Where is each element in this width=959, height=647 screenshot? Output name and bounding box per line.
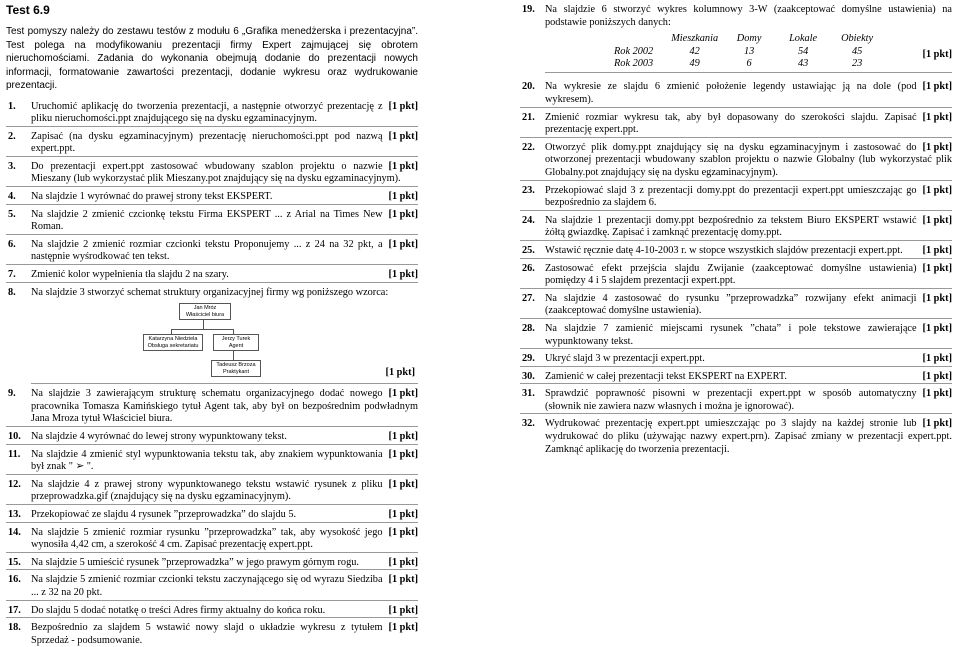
task-15: 15. [1 pkt] Na slajdzie 5 umieścić rysunek ”przeprowadzka” w jego prawym górnym rogu. <box>6 557 418 571</box>
task-text: Zapisać (na dysku egzaminacyjnym) prezentację nieruchomości.ppt pod nazwą expert.ppt. <box>31 130 383 155</box>
task-text: Na slajdzie 1 wyrównać do prawej strony tekst EKSPERT. <box>31 191 273 203</box>
task-21: 21. [1 pkt] Zmienić rozmiar wykresu tak, aby był dopasowany do szerokości slajdu. Zapisać prezentację expert.ppt. <box>520 112 952 138</box>
table-row: Rok 2003 49 6 43 23 <box>614 58 863 69</box>
task-3: 3. [1 pkt] Do prezentacji expert.ppt zastosować wbudowany szablon projektu o nazwie Mieszany (lub wykorzystać plik Mieszany.pot znajdujący się na dysku egzaminacyjnym). <box>6 161 418 187</box>
task-text: Na slajdzie 4 zastosować do rysunku ”przeprowadzka” rozwijany efekt animacji (zaakceptować domyślne ustawienia). <box>545 292 917 317</box>
task-text: Przekopiować slajd 3 z prezentacji domy.ppt do prezentacji expert.ppt umieszczając go bezpośrednio za slajdem 6. <box>545 184 917 209</box>
task-text: Na slajdzie 5 zmienić rozmiar rysunku ”przeprowadzka” tak, aby wysokość jego wynosiła 4,42 cm, a szerokość 4 cm. Zapisać prezentację expert.ppt. <box>31 526 383 551</box>
task-23: 23. [1 pkt] Przekopiować slajd 3 z prezentacji domy.ppt do prezentacji expert.ppt umieszczając go bezpośrednio za slajdem 6. <box>520 185 952 211</box>
task-text: Na slajdzie 4 z prawej strony wypunktowanego tekstu wstawić rysunek z pliku przeprowadzka.gif (znajdujący się na dysku egzaminacyjnym). <box>31 478 383 503</box>
task-text: Do slajdu 5 dodać notatkę o treści Adres firmy aktualny do końca roku. <box>31 604 326 616</box>
task-29: 29. [1 pkt] Ukryć slajd 3 w prezentacji expert.ppt. <box>520 353 952 367</box>
task-4: 4. [1 pkt] Na slajdzie 1 wyrównać do prawej strony tekst EKSPERT. <box>6 191 418 205</box>
task-text: Zamienić w całej prezentacji tekst EKSPERT na EXPERT. <box>545 370 788 382</box>
task-text: Na slajdzie 3 zawierającym strukturę schematu organizacyjnego dodać nowego pracownika Tomasza Kamińskiego tytuł Agent tak, aby był on bezpośrednim podwładnym Jana Mroza tytuł Właściciel biura. <box>31 388 418 425</box>
task-17: 17. [1 pkt] Do slajdu 5 dodać notatkę o treści Adres firmy aktualny do końca roku. <box>6 605 418 619</box>
org-box-agent: Jerzy Turek Agent <box>213 334 259 351</box>
data-table <box>608 33 884 70</box>
task-text: Na slajdzie 5 umieścić rysunek ”przeprowadzka” w jego prawym górnym rogu. <box>31 556 359 568</box>
task-18: 18. [1 pkt] Bezpośrednio za slajdem 5 wstawić nowy slajd o układzie wykresu z tytułem Sprzedaż - podsumowanie. <box>8 622 418 646</box>
task-6: 6. [1 pkt] Na slajdzie 2 zmienić rozmiar czcionki tekstu Proponujemy ... z 24 na 32 pkt, a następnie wyśrodkować ten tekst. <box>6 239 418 265</box>
task-text: Na slajdzie 1 prezentacji domy.ppt bezpośrednio za tekstem Biuro EKSPERT wstawić żółtą gwiazdkę. Zapisać i zamknąć prezentację domy.ppt. <box>545 214 917 239</box>
task-32: 32. [1 pkt] Wydrukować prezentację expert.ppt umieszczając po 3 slajdy na każdej stronie lub wydrukować do pliku (używając nazwy expert.prn). Zapisać zmiany w prezentacji expert.ppt. Zamknąć aplikację do tworzenia prezentacji. <box>522 418 952 455</box>
org-box-owner: Jan Mróz Właściciel biura <box>179 303 231 320</box>
task-10: 10. [1 pkt] Na slajdzie 4 wyrównać do lewej strony wypunktowany tekst. <box>6 431 418 445</box>
task-text: Ukryć slajd 3 w prezentacji expert.ppt. <box>545 353 705 365</box>
task-22: 22. [1 pkt] Otworzyć plik domy.ppt znajdujący się na dysku egzaminacyjnym i zastosować do otworzonej prezentacji wbudowany szablon projektu o nazwie Globalny (lub wykorzystać plik Globalny.pot znajdujący się na dysku egzaminacyjnym). <box>520 142 952 181</box>
task-26: 26. [1 pkt] Zastosować efekt przejścia slajdu Zwijanie (zaakceptować domyślne ustawienia) pomiędzy 4 i 5 slajdem prezentacji expert.ppt. <box>520 263 952 289</box>
task-text: Na slajdzie 3 stworzyć schemat struktury organizacyjnej firmy wg poniższego wzorca: <box>31 286 389 298</box>
task-text: Zmienić rozmiar wykresu tak, aby był dopasowany do szerokości slajdu. Zapisać prezentację expert.ppt. <box>545 111 917 136</box>
task-text: Wydrukować prezentację expert.ppt umieszczając po 3 slajdy na każdej stronie lub wydrukować do pliku (używając nazwy expert.prn). Zapisać zmiany w prezentacji expert.ppt. Zamknąć aplikację do tworzenia prezentacji. <box>545 418 952 455</box>
task-28: 28. [1 pkt] Na slajdzie 7 zamienić miejscami rysunek ”chata” i pole tekstowe zawierające wypunktowany tekst. <box>520 323 952 349</box>
task-text: Otworzyć plik domy.ppt znajdujący się na dysku egzaminacyjnym i zastosować do otworzonej prezentacji wbudowany szablon projektu o nazwie Globalny (lub wykorzystać plik Globalny.pot znajdujący się na dysku egzaminacyjnym). <box>545 141 952 178</box>
task-text: Zastosować efekt przejścia slajdu Zwijanie (zaakceptować domyślne ustawienia) pomiędzy 4 i 5 slajdem prezentacji expert.ppt. <box>545 262 917 287</box>
task-text: Na slajdzie 4 zmienić styl wypunktowania tekstu tak, aby znakiem wypunktowania był znak " ➢ ". <box>31 448 383 473</box>
task-2: 2. [1 pkt] Zapisać (na dysku egzaminacyjnym) prezentację nieruchomości.ppt pod nazwą expert.ppt. <box>6 131 418 157</box>
task-20: 20. [1 pkt] Na wykresie ze slajdu 6 zmienić położenie legendy ustawiając ją na dole (pod wykresem). <box>520 81 952 107</box>
intro-paragraph: Test pomyszy należy do zestawu testów z modułu 6 „Grafika menedżerska i prezentacyjna”. Test polega na modyfikowaniu prezentacji firmy Expert zajmującej się obrotem nieruchomościami. Zadania do wykonania obejmują dodanie do prezentacji nowych informacji, formatowanie zawartości prezentacji, dodanie wykresu oraz wydrukowanie prezentacji. <box>6 26 418 91</box>
task-text: Do prezentacji expert.ppt zastosować wbudowany szablon projektu o nazwie Mieszany (lub wykorzystać plik Mieszany.pot znajdujący się na dysku egzaminacyjnym). <box>31 160 401 185</box>
table-header: Domy <box>736 33 762 45</box>
task-8: 8. Na slajdzie 3 stworzyć schemat struktury organizacyjnej firmy wg poniższego wzorca: <box>8 286 389 298</box>
table-row: Rok 2002 42 13 54 45 <box>614 45 863 57</box>
task-text: Na slajdzie 2 zmienić rozmiar czcionki tekstu Proponujemy ... z 24 na 32 pkt, a następnie wyśrodkować ten tekst. <box>31 238 383 263</box>
task-1: 1. [1 pkt] Uruchomić aplikację do tworzenia prezentacji, a następnie otworzyć prezentację z pliku nieruchomości.ppt znajdującego się na dysku egzaminacyjnym. <box>6 101 418 127</box>
left-column <box>6 0 418 647</box>
task-text: Na slajdzie 4 wyrównać do lewej strony wypunktowany tekst. <box>31 431 287 442</box>
task-text: Sprawdzić poprawność pisowni w prezentacji expert.ppt w sposób automatyczny (słownik nie zawiera nazw własnych i można je ignorować). <box>545 388 917 412</box>
task-text: Zmienić kolor wypełnienia tła slajdu 2 na szary. <box>31 269 229 281</box>
table-header: Mieszkania <box>671 33 719 45</box>
task-16: 16. [1 pkt] Na slajdzie 5 zmienić rozmiar czcionki tekstu zaczynającego się od wyrazu Siedziba ... z 32 na 20 pkt. <box>6 574 418 600</box>
data-table-wrap: Mieszkania Domy Lokale Obiekty Rok 2002 42 13 54 45 Rok 2003 49 6 43 23 [1 pkt] <box>520 33 952 70</box>
task-text: Na slajdzie 5 zmienić rozmiar czcionki tekstu zaczynającego się od wyrazu Siedziba ... z 32 na 20 pkt. <box>31 574 383 598</box>
task-7: 7. [1 pkt] Zmienić kolor wypełnienia tła slajdu 2 na szary. <box>6 269 418 283</box>
task-24: 24. [1 pkt] Na slajdzie 1 prezentacji domy.ppt bezpośrednio za tekstem Biuro EKSPERT wstawić żółtą gwiazdkę. Zapisać i zamknąć prezentację domy.ppt. <box>520 215 952 241</box>
task-30: 30. [1 pkt] Zamienić w całej prezentacji tekst EKSPERT na EXPERT. <box>520 371 952 385</box>
task-text: Na slajdzie 7 zamienić miejscami rysunek ”chata” i pole tekstowe zawierające wypunktowany tekst. <box>545 322 917 347</box>
right-column <box>520 0 952 456</box>
task-13: 13. [1 pkt] Przekopiować ze slajdu 4 rysunek ”przeprowadzka” do slajdu 5. <box>6 509 418 523</box>
task-31: 31. [1 pkt] Sprawdzić poprawność pisowni w prezentacji expert.ppt w sposób automatyczny (słownik nie zawiera nazw własnych i można je ignorować). <box>520 388 952 414</box>
task-5: 5. [1 pkt] Na slajdzie 2 zmienić czcionkę tekstu Firma EKSPERT ... z Arial na Times New Roman. <box>6 209 418 235</box>
task-9: 9. [1 pkt] Na slajdzie 3 zawierającym strukturę schematu organizacyjnego dodać nowego pracownika Tomasza Kamińskiego tytuł Agent tak, aby był on bezpośrednim podwładnym Jana Mroza tytuł Właściciel biura. <box>6 388 418 427</box>
task-11: 11. [1 pkt] Na slajdzie 4 zmienić styl wypunktowania tekstu tak, aby znakiem wypunktowania był znak " ➢ ". <box>6 449 418 475</box>
task-14: 14. [1 pkt] Na slajdzie 5 zmienić rozmiar rysunku ”przeprowadzka” tak, aby wysokość jego wynosiła 4,42 cm, a szerokość 4 cm. Zapisać prezentację expert.ppt. <box>6 527 418 553</box>
task-text: Wstawić ręcznie datę 4-10-2003 r. w stopce wszystkich slajdów prezentacji expert.ppt. <box>545 244 903 256</box>
table-header-row <box>608 33 884 45</box>
task-19: 19. Na slajdzie 6 stworzyć wykres kolumnowy 3-W (zaakceptować domyślne ustawienia) na podstawie poniższych danych: <box>522 4 952 28</box>
task-text: Bezpośrednio za slajdem 5 wstawić nowy slajd o układzie wykresu z tytułem Sprzedaż - podsumowanie. <box>31 622 383 646</box>
org-box-trainee: Tadeusz Brzoza Praktykant <box>211 360 261 377</box>
table-header: Lokale <box>789 33 818 45</box>
task-27: 27. [1 pkt] Na slajdzie 4 zastosować do rysunku ”przeprowadzka” rozwijany efekt animacji (zaakceptować domyślne ustawienia). <box>520 293 952 319</box>
task-25: 25. [1 pkt] Wstawić ręcznie datę 4-10-2003 r. w stopce wszystkich slajdów prezentacji expert.ppt. <box>520 245 952 259</box>
task-12: 12. [1 pkt] Na slajdzie 4 z prawej strony wypunktowanego tekstu wstawić rysunek z pliku przeprowadzka.gif (znajdujący się na dysku egzaminacyjnym). <box>6 479 418 505</box>
task-text: Na slajdzie 2 zmienić czcionkę tekstu Firma EKSPERT ... z Arial na Times New Roman. <box>31 208 383 233</box>
org-box-secretary: Katarzyna Niedziela Obsługa sekretariatu <box>143 334 203 351</box>
document-title: Test 6.9 <box>6 3 50 17</box>
table-header: Obiekty <box>841 33 874 45</box>
task-text: Na slajdzie 6 stworzyć wykres kolumnowy 3-W (zaakceptować domyślne ustawienia) na podstawie poniższych danych: <box>545 4 952 28</box>
task-text: Przekopiować ze slajdu 4 rysunek ”przeprowadzka” do slajdu 5. <box>31 508 297 520</box>
task-text: Uruchomić aplikację do tworzenia prezentacji, a następnie otworzyć prezentację z pliku nieruchomości.ppt znajdującego się na dysku egzaminacyjnym. <box>31 100 383 125</box>
org-chart: Jan Mróz Właściciel biura Katarzyna Niedziela Obsługa sekretariatu Jerzy Turek Agent Tadeusz Brzoza Praktykant [1 pkt] <box>141 299 291 383</box>
task-text: Na wykresie ze slajdu 6 zmienić położenie legendy ustawiając ją na dole (pod wykresem). <box>545 81 917 105</box>
